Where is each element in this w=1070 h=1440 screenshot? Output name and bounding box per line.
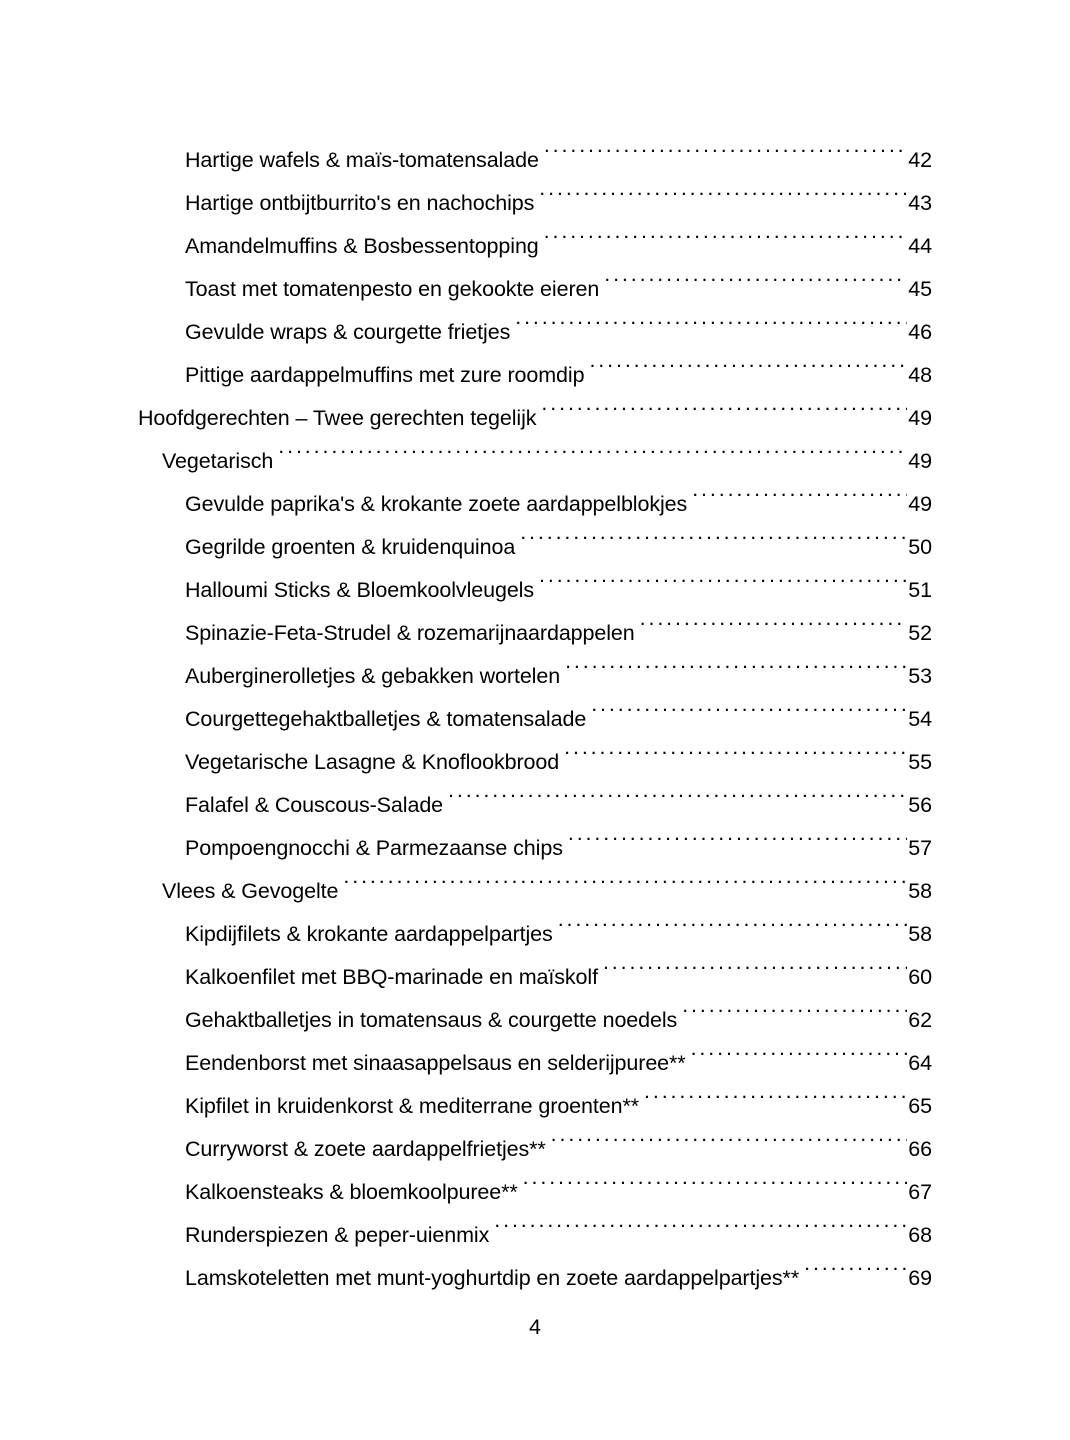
toc-entry-page-number: 46 <box>908 320 932 344</box>
toc-entry-page-number: 49 <box>908 449 932 473</box>
toc-dot-leader <box>494 1199 907 1242</box>
toc-entry-title: Kalkoenfilet met BBQ-marinade en maïskolf <box>185 965 598 989</box>
toc-entry-page-number: 54 <box>908 707 932 731</box>
toc-entry-title: Curryworst & zoete aardappelfrietjes** <box>185 1137 546 1161</box>
toc-entry-page-number: 56 <box>908 793 932 817</box>
toc-entry-page-number: 64 <box>908 1051 932 1075</box>
toc-entry-title: Gehaktballetjes in tomatensaus & courgette noedels <box>185 1008 678 1032</box>
toc-entry-page-number: 68 <box>908 1223 932 1247</box>
toc-entry-page-number: 52 <box>908 621 932 645</box>
toc-dot-leader <box>568 812 907 855</box>
toc-dot-leader <box>644 1070 907 1113</box>
toc-entry-page-number: 60 <box>908 965 932 989</box>
toc-entry-title: Vlees & Gevogelte <box>162 879 339 903</box>
toc-dot-leader <box>691 1027 908 1070</box>
toc-entry-title: Toast met tomatenpesto en gekookte eieren <box>185 277 600 301</box>
toc-dot-leader <box>448 769 907 812</box>
toc-entry-page-number: 45 <box>908 277 932 301</box>
toc-entry-title: Courgettegehaktballetjes & tomatensalade <box>185 707 587 731</box>
toc-dot-leader <box>551 1113 908 1156</box>
toc-entry-title: Hoofdgerechten – Twee gerechten tegelijk <box>138 406 537 430</box>
toc-dot-leader <box>682 984 907 1027</box>
toc-entry-page-number: 43 <box>908 191 932 215</box>
toc-dot-leader <box>544 210 908 253</box>
toc-entry-page-number: 57 <box>908 836 932 860</box>
toc-entry-page-number: 69 <box>908 1266 932 1290</box>
toc-entry-page-number: 65 <box>908 1094 932 1118</box>
toc-dot-leader <box>604 253 907 296</box>
toc-entry-page-number: 48 <box>908 363 932 387</box>
toc-entry-title: Hartige wafels & maïs-tomatensalade <box>185 148 539 172</box>
toc-entry-title: Vegetarische Lasagne & Knoflookbrood <box>185 750 560 774</box>
toc-entry-title: Halloumi Sticks & Bloemkoolvleugels <box>185 578 535 602</box>
toc-dot-leader <box>520 511 907 554</box>
toc-entry-title: Gevulde wraps & courgette frietjes <box>185 320 511 344</box>
toc-dot-leader <box>278 425 907 468</box>
toc-dot-leader <box>544 124 907 167</box>
toc-dot-leader <box>539 167 907 210</box>
toc-dot-leader <box>589 339 907 382</box>
toc-entry-title: Kalkoensteaks & bloemkoolpuree** <box>185 1180 518 1204</box>
toc-dot-leader <box>523 1156 908 1199</box>
toc-entry-page-number: 42 <box>908 148 932 172</box>
toc-entry-title: Amandelmuffins & Bosbessentopping <box>185 234 539 258</box>
toc-dot-leader <box>541 382 907 425</box>
toc-entry-title: Vegetarisch <box>162 449 274 473</box>
toc-dot-leader <box>539 554 907 597</box>
toc-entry[interactable] <box>138 124 932 172</box>
table-of-contents-list <box>138 124 932 1290</box>
toc-dot-leader <box>564 726 907 769</box>
page-number-folio: 4 <box>529 1315 541 1339</box>
toc-entry-page-number: 50 <box>908 535 932 559</box>
toc-entry-title: Kipfilet in kruidenkorst & mediterrane groenten** <box>185 1094 640 1118</box>
toc-dot-leader <box>515 296 907 339</box>
toc-entry-page-number: 49 <box>908 406 932 430</box>
toc-entry-page-number: 44 <box>908 234 932 258</box>
toc-entry-title: Eendenborst met sinaasappelsaus en selderijpuree** <box>185 1051 686 1075</box>
toc-entry-page-number: 58 <box>908 922 932 946</box>
toc-entry-title: Spinazie-Feta-Strudel & rozemarijnaardappelen <box>185 621 635 645</box>
toc-entry-title: Hartige ontbijtburrito's en nachochips <box>185 191 535 215</box>
toc-entry-page-number: 66 <box>908 1137 932 1161</box>
toc-entry-page-number: 49 <box>908 492 932 516</box>
toc-entry-page-number: 67 <box>908 1180 932 1204</box>
toc-entry-title: Gevulde paprika's & krokante zoete aardappelblokjes <box>185 492 688 516</box>
toc-dot-leader <box>640 597 908 640</box>
toc-dot-leader <box>804 1242 907 1285</box>
toc-entry-page-number: 51 <box>908 578 932 602</box>
toc-entry-title: Kipdijfilets & krokante aardappelpartjes <box>185 922 553 946</box>
toc-entry-title: Pittige aardappelmuffins met zure roomdip <box>185 363 585 387</box>
toc-dot-leader <box>565 640 907 683</box>
toc-entry-title: Lamskoteletten met munt-yoghurtdip en zoete aardappelpartjes** <box>185 1266 800 1290</box>
toc-dot-leader <box>603 941 907 984</box>
toc-entry-page-number: 62 <box>908 1008 932 1032</box>
toc-entry-page-number: 55 <box>908 750 932 774</box>
toc-entry-title: Runderspiezen & peper-uienmix <box>185 1223 490 1247</box>
toc-entry-title: Gegrilde groenten & kruidenquinoa <box>185 535 516 559</box>
toc-entry-page-number: 53 <box>908 664 932 688</box>
toc-entry-title: Pompoengnocchi & Parmezaanse chips <box>185 836 563 860</box>
toc-entry-title: Falafel & Couscous-Salade <box>185 793 444 817</box>
toc-dot-leader <box>692 468 907 511</box>
toc-dot-leader <box>343 855 907 898</box>
toc-dot-leader <box>558 898 908 941</box>
toc-dot-leader <box>591 683 907 726</box>
toc-entry-title: Auberginerolletjes & gebakken wortelen <box>185 664 561 688</box>
toc-entry-page-number: 58 <box>908 879 932 903</box>
